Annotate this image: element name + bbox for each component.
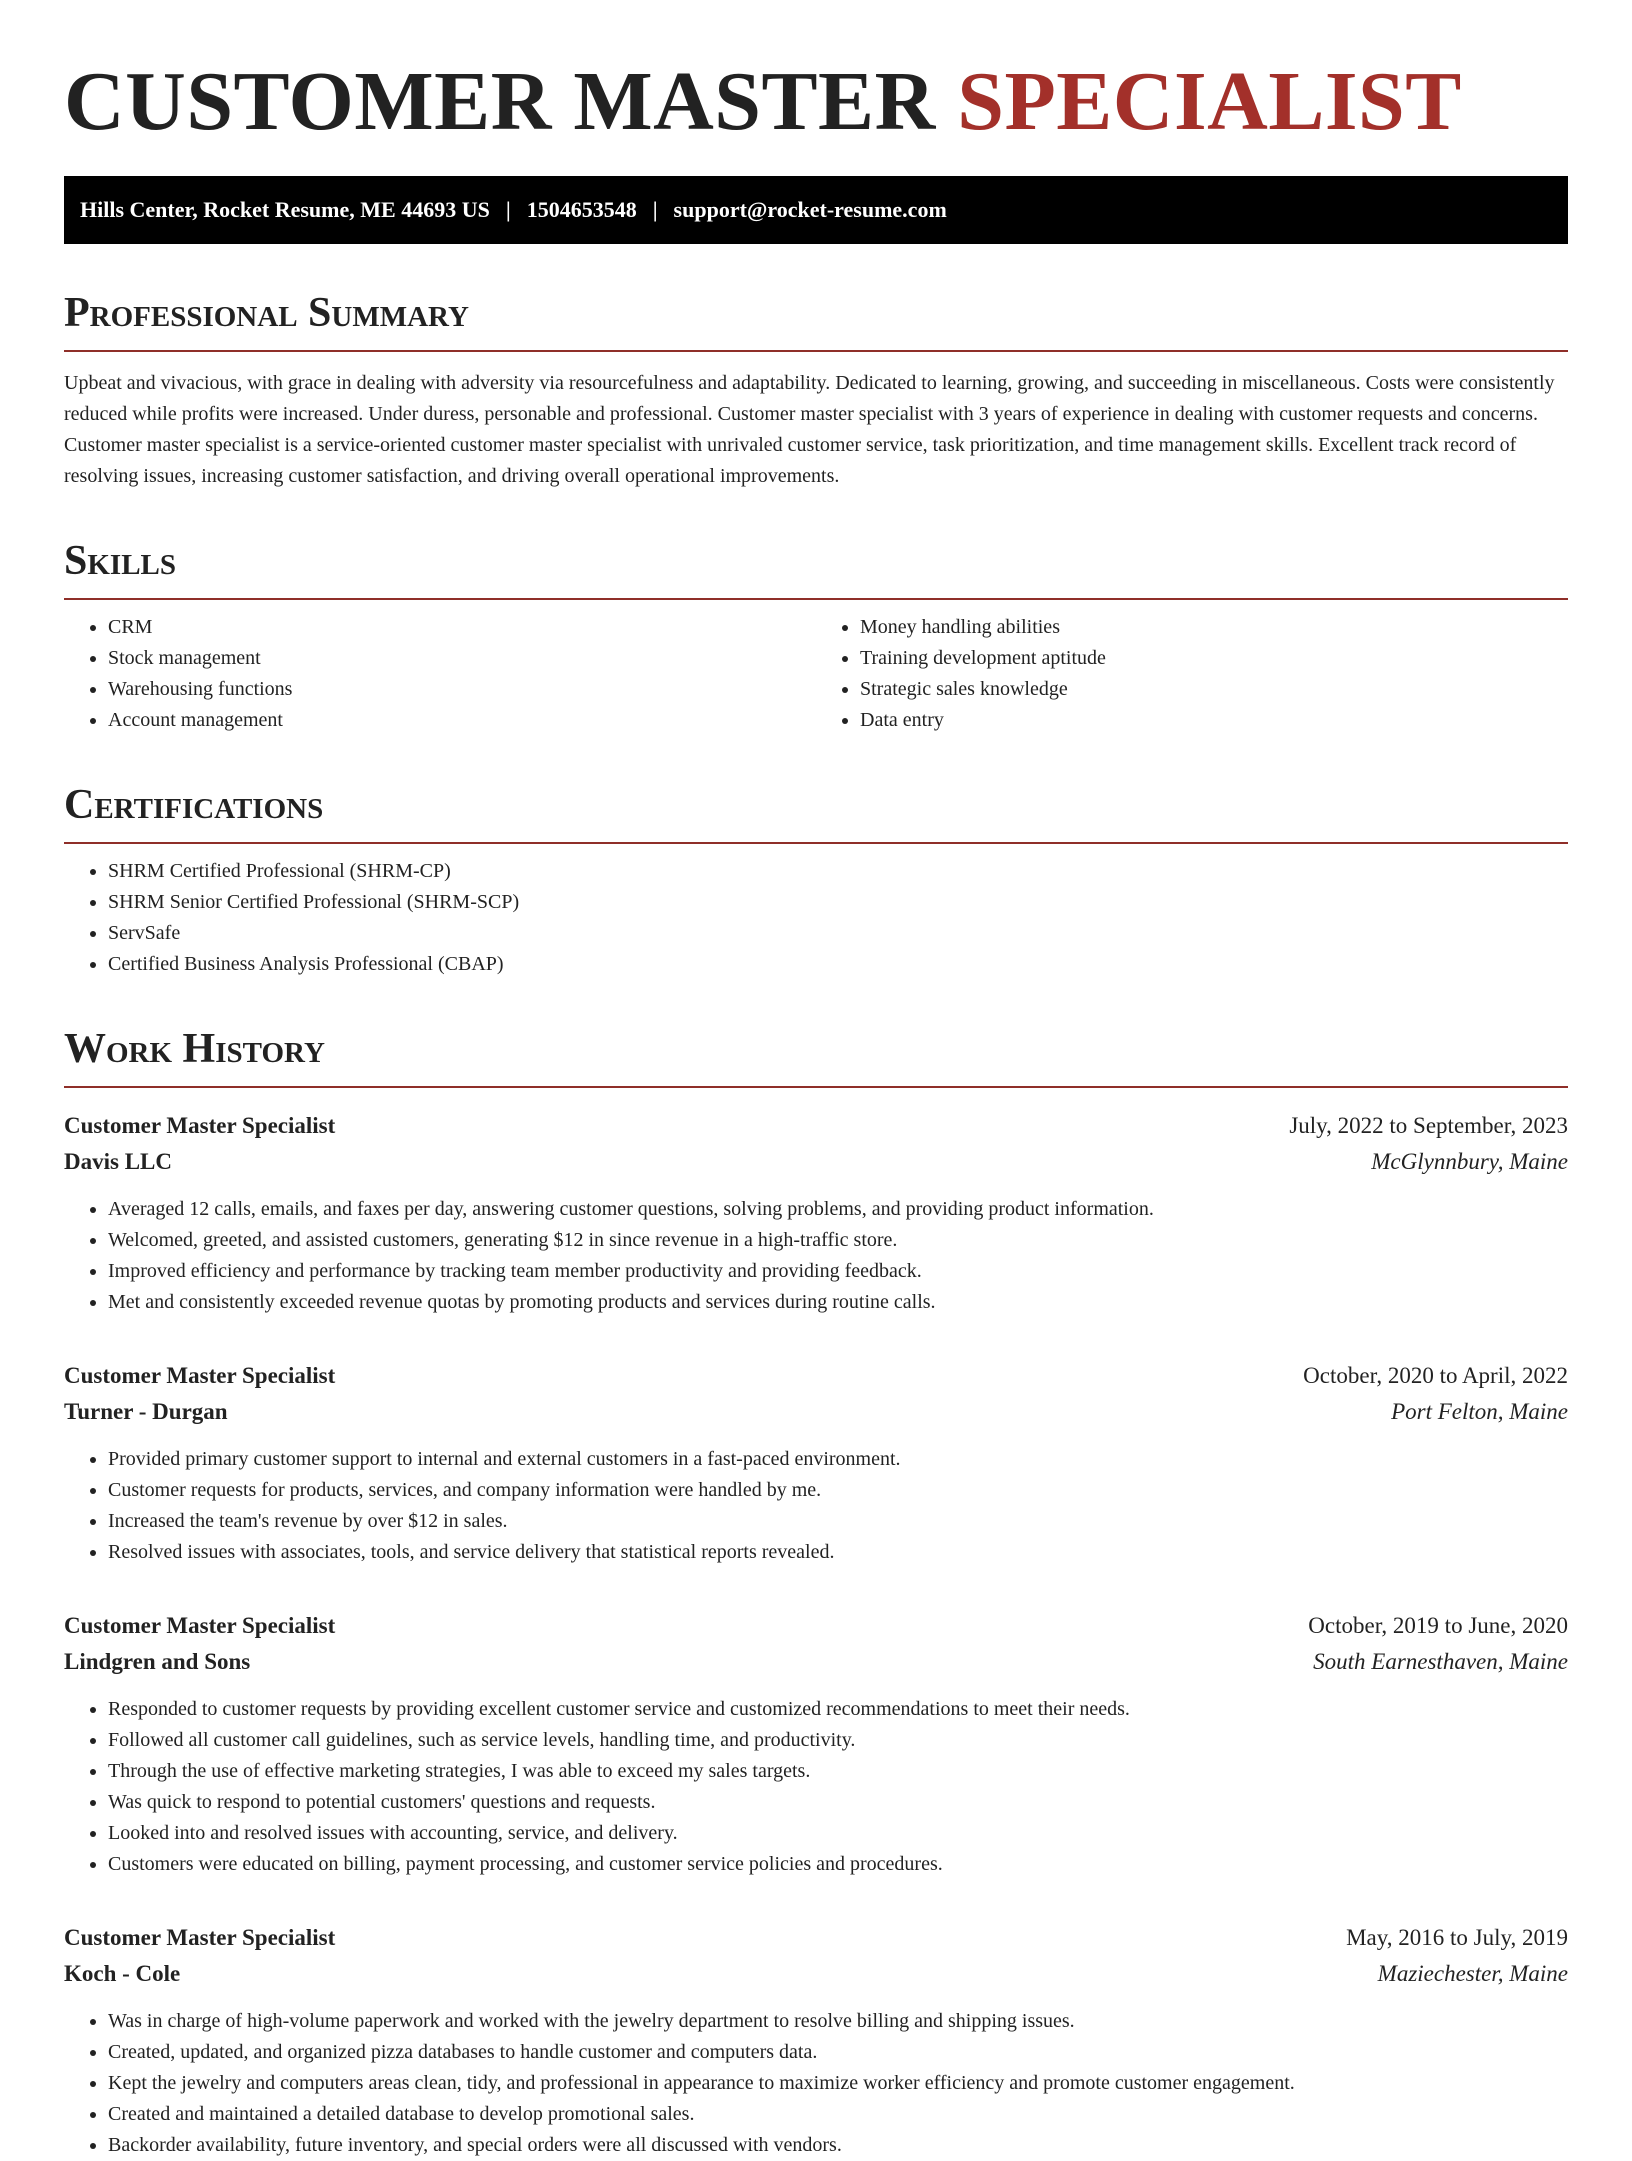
job-entry: [64, 1108, 1568, 1318]
job-header-row: [64, 1920, 1568, 1956]
job-bullet: • Was quick to respond to potential customers' questions and requests.: [108, 1787, 1568, 1818]
skill-item: • Account management: [108, 705, 816, 736]
skills-grid: [64, 600, 1568, 736]
skill-item: • Stock management: [108, 643, 816, 674]
job-entry: [64, 1608, 1568, 1880]
job-header-row: [64, 1358, 1568, 1394]
contact-bar: [64, 176, 1568, 244]
job-bullet: • Customers were educated on billing, payment processing, and customer service policies and procedures.: [108, 1849, 1568, 1880]
job-header-row: [64, 1608, 1568, 1644]
skills-list-left: [64, 612, 816, 736]
certification-item: • SHRM Certified Professional (SHRM-CP): [108, 856, 1568, 887]
job-bullet: • Increased the team's revenue by over $12 in sales.: [108, 1506, 1568, 1537]
job-bullets: [64, 1194, 1568, 1318]
job-bullet: • Created, updated, and organized pizza databases to handle customer and computers data.: [108, 2037, 1568, 2068]
job-header-row: [64, 1108, 1568, 1144]
skills-title: Skills: [64, 536, 1568, 600]
job-title: Customer Master Specialist: [64, 1925, 336, 1950]
name-last: SPECIALIST: [957, 55, 1462, 148]
work-history-title: Work History: [64, 1024, 1568, 1088]
job-dates: May, 2016 to July, 2019: [1346, 1925, 1568, 1950]
job-company: Davis LLC: [64, 1149, 172, 1174]
job-company-row: [64, 1644, 1568, 1680]
resume-name: [64, 52, 1568, 152]
job-entry: [64, 1920, 1568, 2161]
job-company: Turner - Durgan: [64, 1399, 228, 1424]
job-bullet: • Improved efficiency and performance by tracking team member productivity and providing feedback.: [108, 1256, 1568, 1287]
certifications-title: Certifications: [64, 780, 1568, 844]
contact-separator: |: [505, 197, 511, 222]
skill-item: • Data entry: [860, 705, 1568, 736]
job-location: Maziechester, Maine: [1377, 1961, 1568, 1986]
job-bullet: • Backorder availability, future inventory, and special orders were all discussed with vendors.: [108, 2130, 1568, 2161]
job-bullet: • Was in charge of high-volume paperwork and worked with the jewelry department to resolve billing and shipping issues.: [108, 2006, 1568, 2037]
job-bullets: [64, 2006, 1568, 2161]
summary-section: [64, 288, 1568, 492]
job-title: Customer Master Specialist: [64, 1613, 336, 1638]
skill-item: • CRM: [108, 612, 816, 643]
job-bullet: • Met and consistently exceeded revenue quotas by promoting products and services during routine calls.: [108, 1287, 1568, 1318]
job-bullet: • Customer requests for products, services, and company information were handled by me.: [108, 1475, 1568, 1506]
certification-item: • SHRM Senior Certified Professional (SHRM-SCP): [108, 887, 1568, 918]
skill-item: • Warehousing functions: [108, 674, 816, 705]
job-entry: [64, 1358, 1568, 1568]
job-bullet: • Through the use of effective marketing strategies, I was able to exceed my sales targets.: [108, 1756, 1568, 1787]
certification-item: • ServSafe: [108, 918, 1568, 949]
job-bullet: • Resolved issues with associates, tools, and service delivery that statistical reports revealed.: [108, 1537, 1568, 1568]
job-bullets: [64, 1694, 1568, 1880]
job-bullet: • Looked into and resolved issues with accounting, service, and delivery.: [108, 1818, 1568, 1849]
job-dates: October, 2020 to April, 2022: [1303, 1363, 1568, 1388]
job-location: McGlynnbury, Maine: [1371, 1149, 1568, 1174]
contact-phone: 1504653548: [526, 197, 637, 222]
job-company-row: [64, 1144, 1568, 1180]
job-company-row: [64, 1394, 1568, 1430]
job-dates: October, 2019 to June, 2020: [1308, 1613, 1568, 1638]
job-title: Customer Master Specialist: [64, 1113, 336, 1138]
skill-item: • Training development aptitude: [860, 643, 1568, 674]
job-bullets: [64, 1444, 1568, 1568]
skills-section: [64, 536, 1568, 736]
job-company-row: [64, 1956, 1568, 1992]
job-company: Lindgren and Sons: [64, 1649, 251, 1674]
job-bullet: • Welcomed, greeted, and assisted customers, generating $12 in since revenue in a high-traffic store.: [108, 1225, 1568, 1256]
summary-text: Upbeat and vivacious, with grace in dealing with adversity via resourcefulness and adaptability. Dedicated to learning, growing, and succeeding in miscellaneous. Costs were consistently reduced while profits were increased. Under duress, personable and professional. Customer master specialist with 3 years of experience in dealing with customer requests and concerns. Customer master specialist is a service-oriented customer master specialist with unrivaled customer service, task prioritization, and time management skills. Excellent track record of resolving issues, increasing customer satisfaction, and driving overall operational improvements.: [64, 372, 1555, 487]
job-dates: July, 2022 to September, 2023: [1289, 1113, 1568, 1138]
job-location: Port Felton, Maine: [1391, 1399, 1568, 1424]
skill-item: • Strategic sales knowledge: [860, 674, 1568, 705]
job-bullet: • Kept the jewelry and computers areas clean, tidy, and professional in appearance to maximize worker efficiency and promote customer engagement.: [108, 2068, 1568, 2099]
job-bullet: • Provided primary customer support to internal and external customers in a fast-paced environment.: [108, 1444, 1568, 1475]
job-bullet: • Averaged 12 calls, emails, and faxes per day, answering customer questions, solving problems, and providing product information.: [108, 1194, 1568, 1225]
summary-title: Professional Summary: [64, 288, 1568, 352]
job-title: Customer Master Specialist: [64, 1363, 336, 1388]
contact-address: Hills Center, Rocket Resume, ME 44693 US: [80, 197, 490, 222]
job-bullet: • Followed all customer call guidelines, such as service levels, handling time, and productivity.: [108, 1725, 1568, 1756]
contact-separator: |: [652, 197, 658, 222]
work-history-section: [64, 1024, 1568, 2161]
skills-list-right: [816, 612, 1568, 736]
job-company: Koch - Cole: [64, 1961, 181, 1986]
job-location: South Earnesthaven, Maine: [1313, 1649, 1568, 1674]
job-bullet: • Responded to customer requests by providing excellent customer service and customized recommendations to meet their needs.: [108, 1694, 1568, 1725]
certifications-section: [64, 780, 1568, 980]
contact-email: support@rocket-resume.com: [673, 197, 947, 222]
name-first: CUSTOMER MASTER: [64, 55, 936, 148]
job-bullet: • Created and maintained a detailed database to develop promotional sales.: [108, 2099, 1568, 2130]
certifications-list: [64, 856, 1568, 980]
skill-item: • Money handling abilities: [860, 612, 1568, 643]
certification-item: • Certified Business Analysis Professional (CBAP): [108, 949, 1568, 980]
